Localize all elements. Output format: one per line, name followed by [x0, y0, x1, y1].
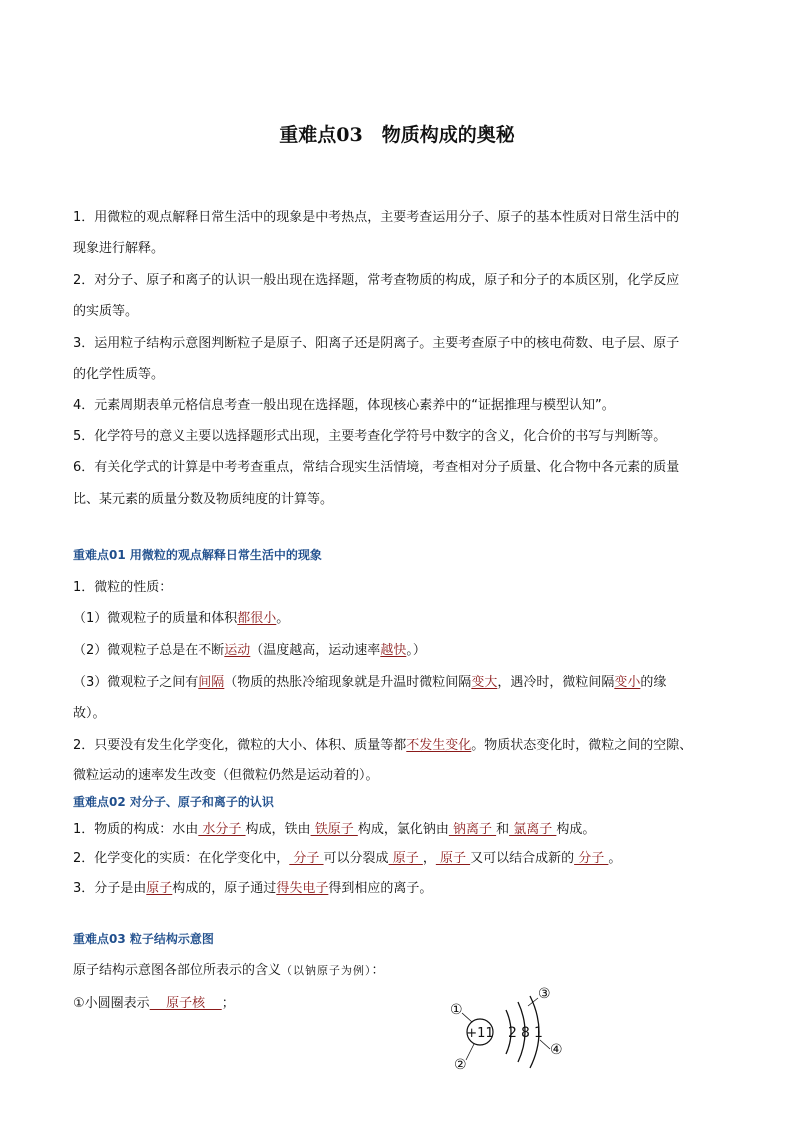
intro-line: 5．化学符号的意义主要以选择题形式出现，主要考查化学符号中数字的含义，化合价的书写与判断等。 [73, 429, 667, 444]
s2-line [73, 822, 595, 838]
marker-label: ① [450, 1002, 463, 1018]
electron-count: 2 [508, 1025, 517, 1041]
electron-count: 8 [521, 1025, 530, 1041]
answer: 分子 [574, 851, 609, 866]
text: 。 [276, 611, 290, 626]
section-title-03: 重难点03 粒子结构示意图 [73, 932, 214, 946]
intro-line: 的化学性质等。 [73, 367, 165, 382]
answer: 不发生变化 [406, 738, 472, 753]
text: ； [221, 996, 235, 1011]
answer: 得失电子 [276, 881, 329, 896]
answer: 铁原子 [310, 822, 358, 837]
intro-line: 3．运用粒子结构示意图判断粒子是原子、阳离子还是阴离子。主要考查原子中的核电荷数、电子层、原子 [73, 336, 680, 351]
text: 又可以结合成新的 [470, 851, 575, 866]
text: （1）微观粒子的质量和体积 [73, 611, 238, 626]
answer: 钠离子 [448, 822, 497, 837]
text: 3．分子是由 [73, 881, 147, 896]
text: ， [422, 851, 436, 866]
text: 1．物质的构成：水由 [73, 822, 199, 837]
page-title: 重难点03 物质构成的奥秘 [279, 124, 515, 146]
nucleus-charge: +11 [466, 1026, 494, 1041]
text: 原子结构示意图各部位所表示的含义 [73, 963, 282, 978]
marker-label: ② [454, 1057, 467, 1073]
pointer-line [540, 1040, 550, 1049]
text: （以钠原子为例） [281, 964, 372, 977]
answer: 运动 [224, 643, 251, 658]
text: 可以分裂成 [323, 851, 389, 866]
answer: 变大 [471, 675, 498, 690]
pointer-line [462, 1013, 472, 1022]
text: （温度越高，运动速率 [250, 643, 381, 658]
answer: 越快 [380, 643, 407, 658]
text: 的缘 [640, 675, 667, 690]
text: 构成，铁由 [245, 822, 311, 837]
s1-line: 微粒运动的速率发生改变（但微粒仍然是运动着的）。 [73, 768, 379, 783]
text: （2）微观粒子总是在不断 [73, 643, 225, 658]
s1-line [73, 611, 289, 627]
s1-line [73, 643, 426, 659]
text: 得到相应的离子。 [328, 881, 433, 896]
text: ，遇冷时，微粒间隔 [497, 675, 615, 690]
answer: 原子 [146, 881, 173, 896]
answer: 原子 [435, 851, 471, 866]
text: 和 [496, 822, 510, 837]
answer: 变小 [614, 675, 641, 690]
answer: 氯离子 [509, 822, 557, 837]
text: 构成的，原子通过 [172, 881, 277, 896]
electron-count: 1 [534, 1025, 543, 1041]
s2-line [73, 851, 621, 867]
text: （3）微观粒子之间有 [73, 675, 199, 690]
text: （物质的热胀冷缩现象就是升温时微粒间隔 [224, 675, 472, 690]
s1-line: 1．微粒的性质： [73, 580, 173, 595]
text: ①小圆圈表示 [73, 996, 150, 1011]
s3-line [73, 996, 235, 1012]
text: 2．只要没有发生化学变化，微粒的大小、体积、质量等都 [73, 738, 407, 753]
intro-line: 4．元素周期表单元格信息考查一般出现在选择题，体现核心素养中的“证据推理与模型认知”。 [73, 398, 615, 413]
section-title-01: 重难点01 用微粒的观点解释日常生活中的现象 [73, 548, 322, 562]
s3-line [73, 963, 385, 979]
pointer-line [466, 1044, 474, 1060]
text: 构成。 [556, 822, 596, 837]
intro-line: 6．有关化学式的计算是中考考查重点，常结合现实生活情境，考查相对分子质量、化合物中各元素的质量 [73, 460, 680, 475]
section-title-02: 重难点02 对分子、原子和离子的认识 [73, 795, 274, 809]
text: ： [371, 963, 385, 978]
intro-line: 的实质等。 [73, 304, 139, 319]
answer: 间隔 [198, 675, 225, 690]
text: 。） [406, 643, 426, 658]
s1-line: 故）。 [73, 706, 106, 721]
answer: 原子 [388, 851, 423, 866]
answer: 原子核 [149, 996, 222, 1011]
s1-line [73, 675, 666, 691]
intro-line: 2．对分子、原子和离子的认识一般出现在选择题，常考查物质的构成，原子和分子的本质区别，化学反应 [73, 273, 680, 288]
answer: 分子 [289, 851, 324, 866]
pointer-line [528, 998, 538, 1006]
s1-line [73, 738, 692, 754]
intro-line: 1．用微粒的观点解释日常生活中的现象是中考热点，主要考查运用分子、原子的基本性质对日常生活中的 [73, 210, 680, 225]
answer: 都很小 [237, 611, 277, 626]
marker-label: ③ [538, 986, 551, 1002]
atom-structure-diagram [440, 980, 580, 1080]
text: 。 [608, 851, 622, 866]
intro-line: 比、某元素的质量分数及物质纯度的计算等。 [73, 492, 334, 507]
text: 。物质状态变化时，微粒之间的空隙、 [471, 738, 693, 753]
text: 构成，氯化钠由 [357, 822, 449, 837]
text: 2．化学变化的实质：在化学变化中， [73, 851, 290, 866]
answer: 水分子 [198, 822, 246, 837]
s2-line [73, 881, 432, 897]
intro-line: 现象进行解释。 [73, 241, 165, 256]
marker-label: ④ [550, 1042, 563, 1058]
